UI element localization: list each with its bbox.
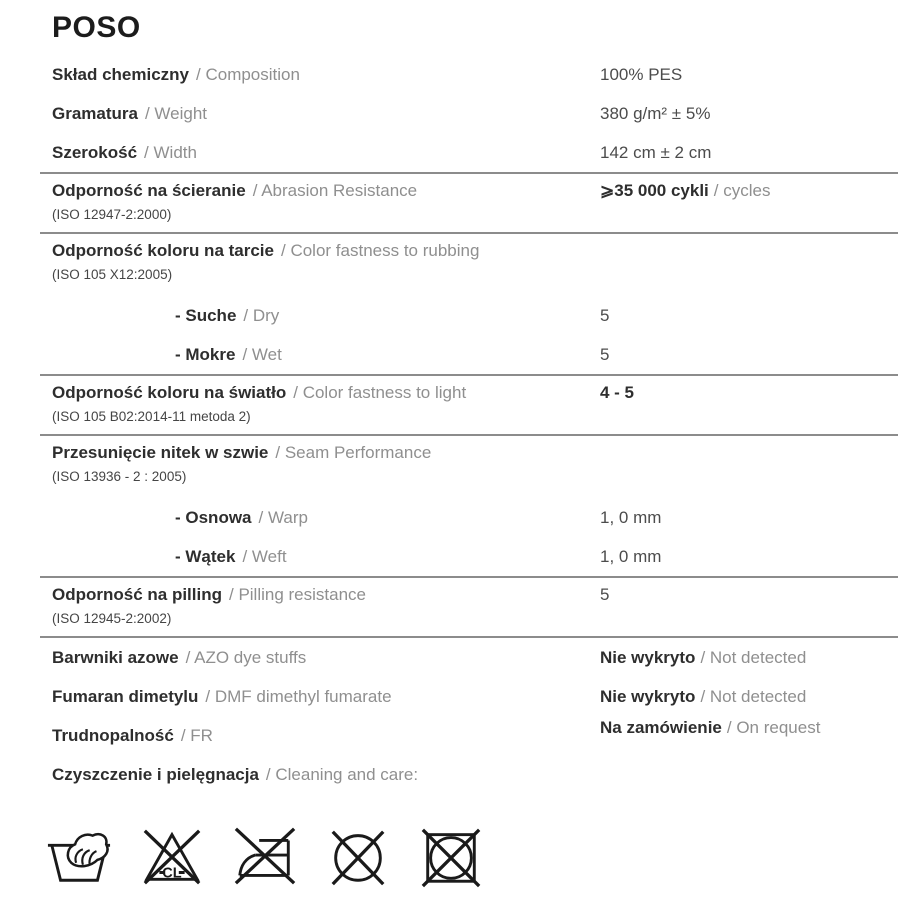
- label-en: / Wet: [242, 344, 282, 364]
- label-en: / AZO dye stuffs: [185, 647, 307, 667]
- row-label: [175, 306, 279, 326]
- spec-row-light-fastness: [0, 376, 900, 434]
- row-label: [0, 381, 900, 405]
- spec-row-weight: [0, 94, 900, 133]
- label-en: / Color fastness to light: [293, 383, 467, 402]
- spec-row-seam-weft: [0, 537, 900, 576]
- value-text: 1, 0 mm: [600, 507, 662, 527]
- label-pl: Gramatura: [52, 103, 138, 123]
- spec-row-cleaning-care: [0, 755, 900, 794]
- row-value: [600, 143, 711, 163]
- row-value: [600, 508, 661, 528]
- spec-row-rubbing: [0, 234, 900, 292]
- spec-row-dmf: [0, 677, 900, 716]
- row-value: [600, 383, 634, 403]
- value-text: Nie wykryto: [600, 686, 696, 706]
- row-value: [600, 345, 609, 365]
- value-subtext: / cycles: [713, 181, 771, 200]
- row-label: [52, 65, 300, 85]
- row-label: [52, 143, 197, 163]
- label-en: / Abrasion Resistance: [252, 181, 418, 200]
- value-text: Na zamówienie: [600, 717, 722, 737]
- row-value: [600, 181, 770, 201]
- label-en: / Composition: [196, 64, 300, 84]
- spec-row-azo: [0, 638, 900, 677]
- row-label: [0, 441, 900, 465]
- spec-row-abrasion: [0, 174, 900, 232]
- label-en: / Width: [144, 142, 197, 162]
- page-title: POSO: [52, 11, 141, 44]
- spec-row-width: [0, 133, 900, 172]
- label-pl: Odporność koloru na światło: [52, 383, 287, 402]
- iso-note: (ISO 105 B02:2014-11 metoda 2): [52, 408, 251, 424]
- iso-note: (ISO 12945-2:2002): [52, 610, 172, 626]
- row-label: [0, 583, 900, 607]
- value-subtext: / Not detected: [700, 647, 807, 667]
- value-text: 5: [600, 305, 610, 325]
- spec-row-pilling: [0, 578, 900, 636]
- value-text: 100% PES: [600, 64, 683, 84]
- row-label: [175, 345, 282, 365]
- row-value: [600, 648, 806, 668]
- label-en: / Cleaning and care:: [265, 764, 419, 784]
- value-text: Nie wykryto: [600, 647, 696, 667]
- label-pl: Skład chemiczny: [52, 64, 190, 84]
- care-symbols-row: [46, 823, 900, 889]
- spec-row-composition: [0, 55, 900, 94]
- row-label: [175, 508, 308, 528]
- value-text: 5: [600, 344, 610, 364]
- spec-row-rubbing-wet: [0, 335, 900, 374]
- iso-note: (ISO 105 X12:2005): [52, 266, 173, 282]
- row-value: [600, 547, 661, 567]
- do-not-iron-icon: [232, 823, 298, 889]
- bleach-cl-label: CL: [162, 865, 182, 882]
- row-label: [52, 765, 418, 785]
- label-pl: Przesunięcie nitek w szwie: [52, 443, 269, 462]
- value-text: 4 - 5: [600, 383, 635, 402]
- do-not-tumble-dry-icon: [418, 823, 484, 889]
- label-pl: - Suche: [175, 305, 237, 325]
- label-pl: Szerokość: [52, 142, 138, 162]
- hand-wash-icon: [46, 823, 112, 889]
- value-text: 142 cm ± 2 cm: [600, 142, 712, 162]
- iso-note: (ISO 12947-2:2000): [52, 206, 172, 222]
- value-subtext: / On request: [726, 717, 821, 737]
- label-en: / Warp: [258, 507, 308, 527]
- row-label: [0, 239, 900, 263]
- label-en: / Pilling resistance: [229, 585, 367, 604]
- label-pl: Trudnopalność: [52, 725, 174, 745]
- row-value: [600, 104, 710, 124]
- row-value: [600, 65, 682, 85]
- value-subtext: / Not detected: [700, 686, 807, 706]
- spec-sheet: [0, 8, 900, 889]
- label-pl: - Osnowa: [175, 507, 252, 527]
- label-en: / DMF dimethyl fumarate: [205, 686, 392, 706]
- value-text: 380 g/m² ± 5%: [600, 103, 711, 123]
- label-en: / Seam Performance: [275, 443, 432, 462]
- label-en: / Weft: [242, 546, 287, 566]
- row-label: [52, 687, 392, 707]
- label-en: / FR: [180, 725, 213, 745]
- label-pl: Fumaran dimetylu: [52, 686, 199, 706]
- do-not-dry-clean-icon: [325, 823, 391, 889]
- value-text: ⩾35 000 cykli: [600, 181, 709, 200]
- label-en: / Dry: [243, 305, 280, 325]
- row-value: [600, 687, 806, 707]
- spec-row-fr: [0, 716, 900, 755]
- row-value: [600, 585, 609, 605]
- value-text: 5: [600, 585, 610, 604]
- value-text: 1, 0 mm: [600, 546, 662, 566]
- row-value: [600, 306, 609, 326]
- spec-row-seam: [0, 436, 900, 494]
- label-pl: Odporność koloru na tarcie: [52, 241, 274, 260]
- row-value: [600, 718, 820, 738]
- spec-row-seam-warp: [0, 498, 900, 537]
- row-label: [175, 547, 287, 567]
- label-pl: - Wątek: [175, 546, 236, 566]
- label-pl: Barwniki azowe: [52, 647, 179, 667]
- row-label: [52, 726, 213, 746]
- label-pl: - Mokre: [175, 344, 236, 364]
- row-label: [52, 104, 207, 124]
- label-pl: Odporność na pilling: [52, 585, 222, 604]
- label-en: / Weight: [144, 103, 208, 123]
- do-not-bleach-icon: [139, 823, 205, 889]
- iso-note: (ISO 13936 - 2 : 2005): [52, 468, 187, 484]
- spec-row-rubbing-dry: [0, 296, 900, 335]
- label-pl: Odporność na ścieranie: [52, 181, 246, 200]
- label-en: / Color fastness to rubbing: [281, 241, 480, 260]
- row-label: [52, 648, 306, 668]
- label-pl: Czyszczenie i pielęgnacja: [52, 764, 259, 784]
